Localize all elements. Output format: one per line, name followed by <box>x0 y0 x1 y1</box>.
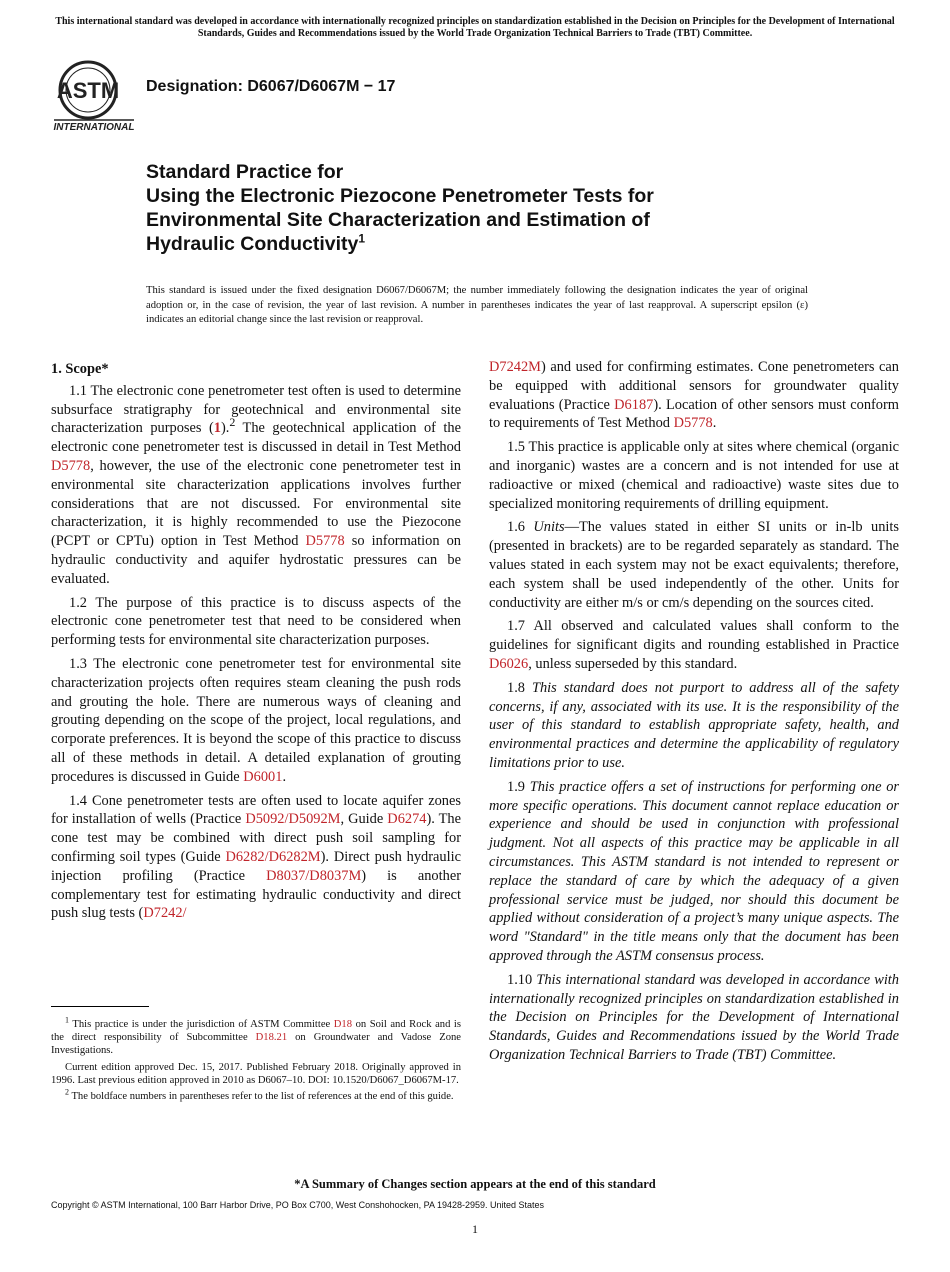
standard-link[interactable]: D6001 <box>243 768 283 785</box>
paragraph-1-4-continued: D7242M) and used for confirming estimates. Cone penetrometers can be equipped with additional sensors for groundwater quality evaluations (Practice D6187). Location of other sensors must conform to requirements of Test Method D5778. <box>489 359 899 432</box>
paragraph-1-1: 1.1 The electronic cone penetrometer test often is used to determine subsurface stratigraphy for geotechnical and environmental site characterization purposes (1).$^2$ The geotechnical application of the electronic cone penetrometer test is discussed in detail in Test Method D5778, however, the use of the electronic cone penetrometer test in environmental site characterization applications involves further considerations that are not discussed. For environmental site characterization, it is highly recommended to use the Piezocone (PCPT or CPTu) option in Test Method D5778 so information on hydraulic conductivity and aquifer hydrostatic pressures can be evaluated. <box>51 382 461 587</box>
svg-text:ASTM: ASTM <box>56 78 120 103</box>
top-notice: This international standard was developed in accordance with internationally recognized principles on standardization established in the Decision on Principles for the Development of International Standards, Guides and Recommendations issued by the World Trade Organization Technical Barriers to Trade (TBT) Committee. <box>55 16 895 39</box>
title-line-1: Standard Practice for <box>146 161 344 183</box>
title-footnote-mark: 1 <box>358 231 366 246</box>
standard-link[interactable]: D5778 <box>673 415 713 432</box>
reference-link[interactable]: 1 <box>213 420 221 437</box>
intro-note: This standard is issued under the fixed designation D6067/D6067M; the number immediately following the designation indicates the year of original adoption or, in the case of revision, the year of last revision. A number in parentheses indicates the year of last reapproval. A superscript epsilon (ε) indicates an editorial change since the last revision or reapproval. <box>146 285 808 325</box>
paragraph-1-9: 1.9 This practice offers a set of instructions for performing one or more specific operations. This document cannot replace education or experience and should be used in conjunction with professional judgment. Not all aspects of this practice may be applicable in all circumstances. This ASTM standard is not intended to represent or replace the standard of care by which the adequacy of a given professional service must be judged, nor should this document be applied without consideration of a project’s many unique aspects. The word "Standard" in the title means only that the document has been approved through the ASTM consensus process. <box>489 778 899 964</box>
standard-link[interactable]: D8037/D8037M <box>266 867 362 884</box>
summary-of-changes-note: *A Summary of Changes section appears at the end of this standard <box>294 1177 656 1191</box>
standard-link[interactable]: D5778 <box>305 533 345 550</box>
copyright: Copyright © ASTM International, 100 Barr Harbor Drive, PO Box C700, West Conshohocken, PA 19428-2959. United States <box>51 1200 545 1210</box>
standard-link[interactable]: D6282/D6282M <box>225 848 321 865</box>
astm-logo-icon <box>52 58 136 134</box>
designation: Designation: D6067/D6067M − 17 <box>146 78 396 95</box>
title-line-2: Using the Electronic Piezocone Penetrometer Tests for <box>146 185 654 207</box>
standard-link[interactable]: D6187 <box>614 396 654 413</box>
paragraph-1-5: 1.5 This practice is applicable only at sites where chemical (organic and inorganic) wastes are a concern and is not intended for use at radioactive or mixed (chemical and radioactive) waste sites due to specialized monitoring requirements of drilling equipment. <box>489 439 899 512</box>
footnotes <box>51 1015 461 1106</box>
svg-text:INTERNATIONAL: INTERNATIONAL <box>53 122 135 133</box>
standard-link[interactable]: D6026 <box>489 655 529 672</box>
footnote-1: $^1$ This practice is under the jurisdiction of ASTM Committee D18 on Soil and Rock and is the direct responsibility of Subcommittee D18.21 on Groundwater and Vadose Zone Investigations. <box>51 1015 461 1057</box>
document-title <box>146 160 846 256</box>
subcommittee-link[interactable]: D18.21 <box>255 1032 288 1044</box>
committee-link[interactable]: D18 <box>333 1019 353 1030</box>
standard-link[interactable]: D7242M <box>489 359 541 375</box>
footnote-edition: Current edition approved Dec. 15, 2017. Published February 2018. Originally approved in 1996. Last previous edition approved in 2010 as D6067–10. DOI: 10.1520/D6067_D6067M-17. <box>51 1061 461 1086</box>
title-line-3: Environmental Site Characterization and Estimation of <box>146 209 650 231</box>
standard-link[interactable]: D5092/D5092M <box>245 811 341 828</box>
paragraph-1-8: 1.8 This standard does not purport to address all of the safety concerns, if any, associated with its use. It is the responsibility of the user of this standard to establish appropriate safety, health, and environmental practices and determine the applicability of regulatory limitations prior to use. <box>489 679 899 771</box>
page-number: 1 <box>472 1222 478 1236</box>
paragraph-1-4: 1.4 Cone penetrometer tests are often used to locate aquifer zones for installation of wells (Practice D5092/D5092M, Guide D6274). The cone test may be combined with direct push soil sampling for confirming soil types (Guide D6282/D6282M). Direct push hydraulic injection profiling (Practice D8037/D8037M) is another complementary test for estimating hydraulic conductivity and direct push slug tests (D7242/ <box>51 792 462 922</box>
paragraph-1-3: 1.3 The electronic cone penetrometer test for environmental site characterization projects often requires steam cleaning the push rods and grouting the hole. There are numerous ways of cleaning and grouting depending on the scope of the project, local regulations, and corporate preferences. It is beyond the scope of this practice to discuss all of these methods in detail. A detailed explanation of grouting procedures is discussed in Guide D6001. <box>51 655 461 785</box>
left-column <box>51 360 461 928</box>
section-heading-scope: 1. Scope* <box>51 361 109 377</box>
paragraph-1-7: 1.7 All observed and calculated values shall conform to the guidelines for significant digits and rounding established in Practice D6026, unless superseded by this standard. <box>489 618 899 672</box>
paragraph-1-10: 1.10 This international standard was developed in accordance with internationally recognized principles on standardization established in the Decision on Principles for the Development of International Standards, Guides and Recommendations issued by the World Trade Organization Technical Barriers to Trade (TBT) Committee. <box>489 971 900 1063</box>
standard-link[interactable]: D6274 <box>387 811 427 828</box>
footnote-divider <box>51 1006 149 1007</box>
footnote-2: $^2$ The boldface numbers in parentheses refer to the list of references at the end of this guide. <box>65 1087 454 1103</box>
right-column <box>489 358 899 1070</box>
paragraph-1-2: 1.2 The purpose of this practice is to discuss aspects of the electronic cone penetrometer test that need to be considered when performing tests for environmental site characterization purposes. <box>51 594 461 649</box>
astm-logo <box>52 58 136 134</box>
paragraph-1-6: 1.6 Units—The values stated in either SI units or in-lb units (presented in brackets) are to be regarded separately as standard. The values stated in each system may not be exact equivalents; therefore, each system shall be used independently of the other. Units for conductivity are either m/s or cm/s depending on the sources cited. <box>489 519 899 611</box>
standard-link[interactable]: D5778 <box>51 457 91 474</box>
title-line-4: Hydraulic Conductivity$^1$ <box>146 231 366 255</box>
standard-link[interactable]: D7242/ <box>143 905 187 922</box>
